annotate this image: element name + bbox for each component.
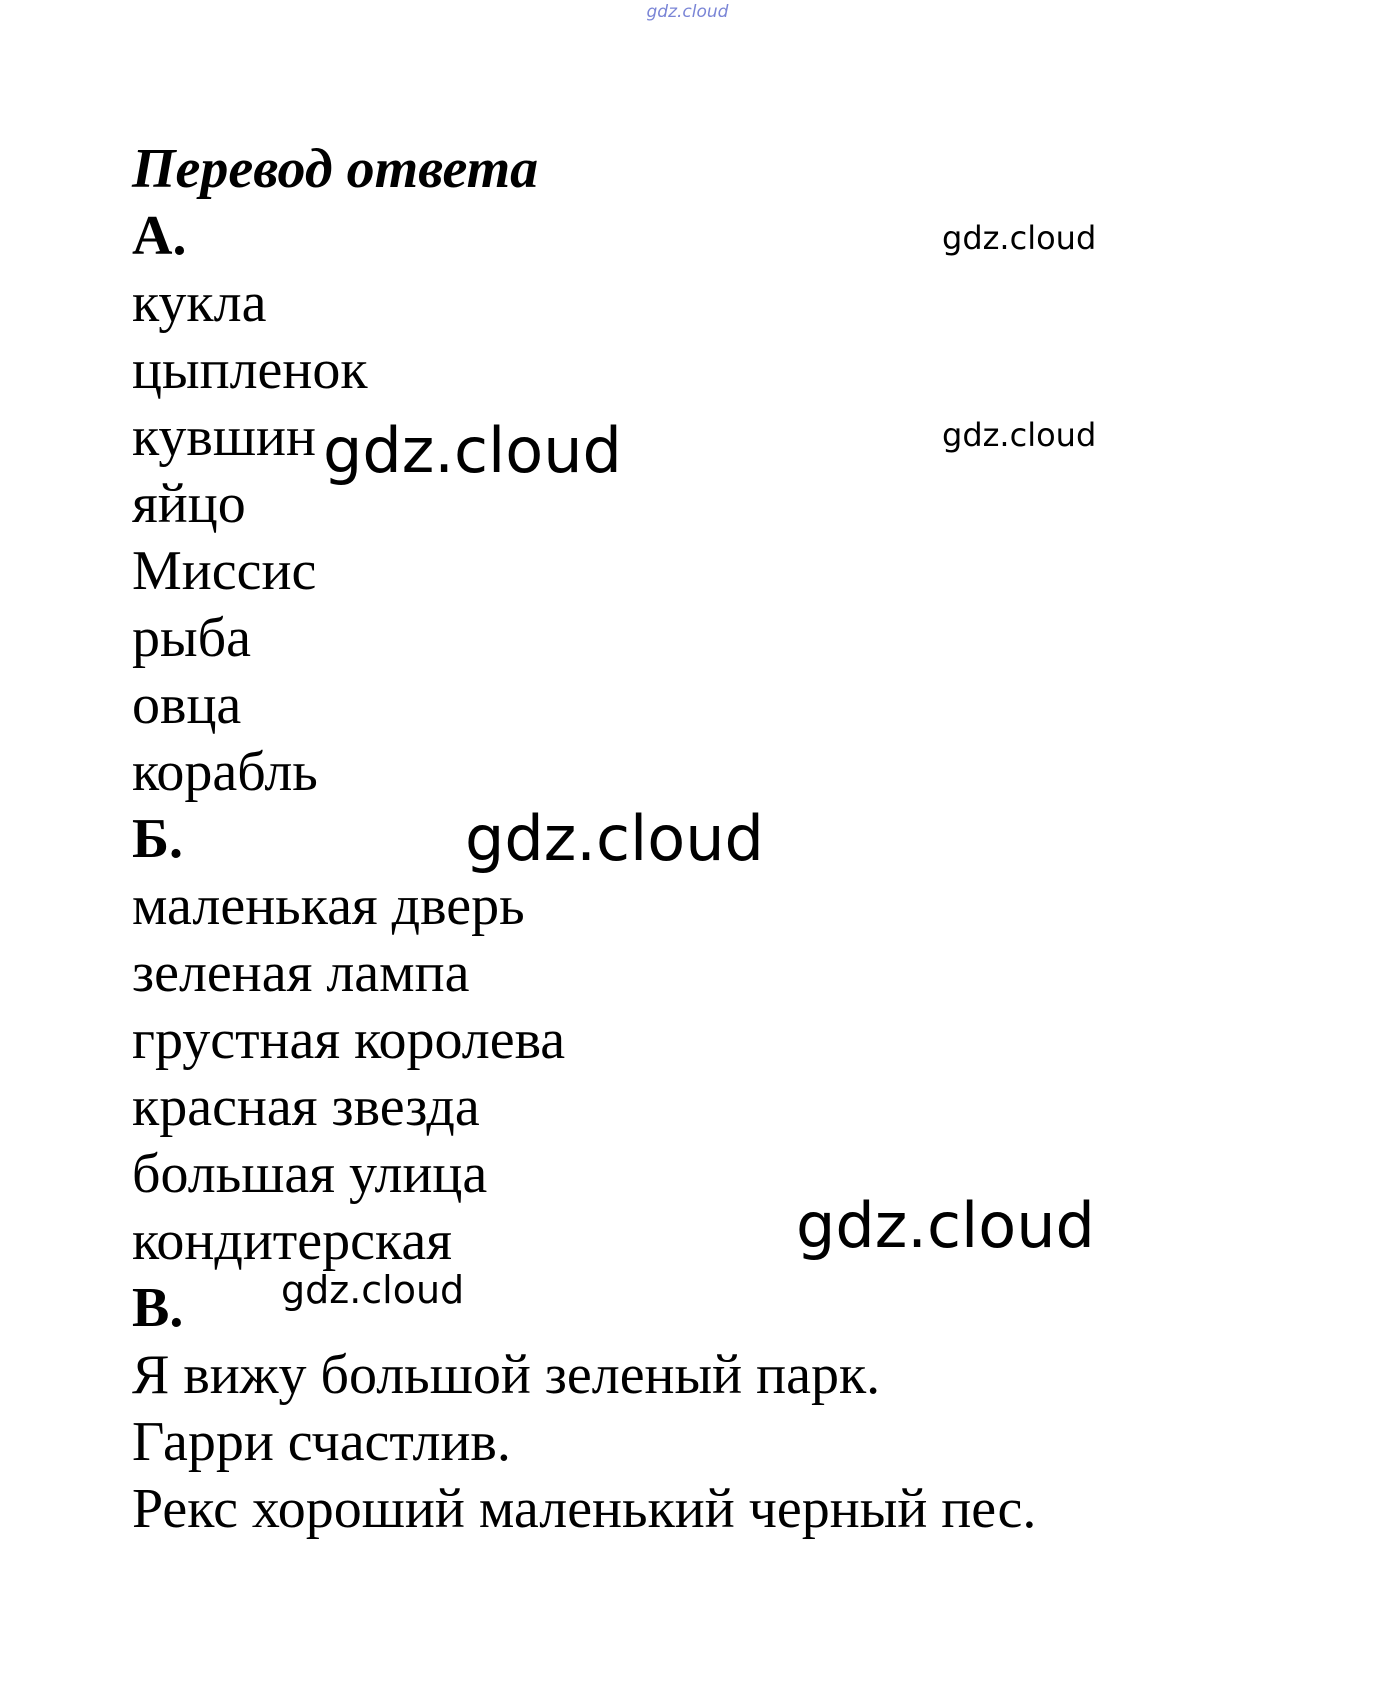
list-item: большая улица xyxy=(132,1143,488,1205)
sentence: Рекс хороший маленький черный пес. xyxy=(132,1478,1037,1540)
list-item: овца xyxy=(132,674,242,736)
list-item: красная звезда xyxy=(132,1076,480,1138)
top-watermark: gdz.cloud xyxy=(646,2,729,22)
watermark: gdz.cloud xyxy=(942,416,1097,454)
list-item: грустная королева xyxy=(132,1009,566,1071)
watermark: gdz.cloud xyxy=(323,414,622,487)
list-item: рыба xyxy=(132,607,251,669)
watermark: gdz.cloud xyxy=(465,802,764,875)
watermark: gdz.cloud xyxy=(942,219,1097,257)
list-item: цыпленок xyxy=(132,339,368,401)
list-item: зеленая лампа xyxy=(132,942,470,1004)
list-item: яйцо xyxy=(132,473,246,535)
list-item: маленькая дверь xyxy=(132,875,525,937)
list-item: корабль xyxy=(132,741,318,803)
list-item: кувшин xyxy=(132,406,316,468)
page-title: Перевод ответа xyxy=(132,138,539,200)
sentence: Гарри счастлив. xyxy=(132,1411,511,1473)
watermark: gdz.cloud xyxy=(796,1189,1095,1262)
section-a-letter: А. xyxy=(132,205,187,267)
sentence: Я вижу большой зеленый парк. xyxy=(132,1344,881,1406)
section-c-letter: В. xyxy=(132,1277,184,1339)
list-item: Миссис xyxy=(132,540,317,602)
list-item: кукла xyxy=(132,272,267,334)
list-item: кондитерская xyxy=(132,1210,452,1272)
watermark: gdz.cloud xyxy=(281,1268,465,1312)
section-b-letter: Б. xyxy=(132,808,184,870)
